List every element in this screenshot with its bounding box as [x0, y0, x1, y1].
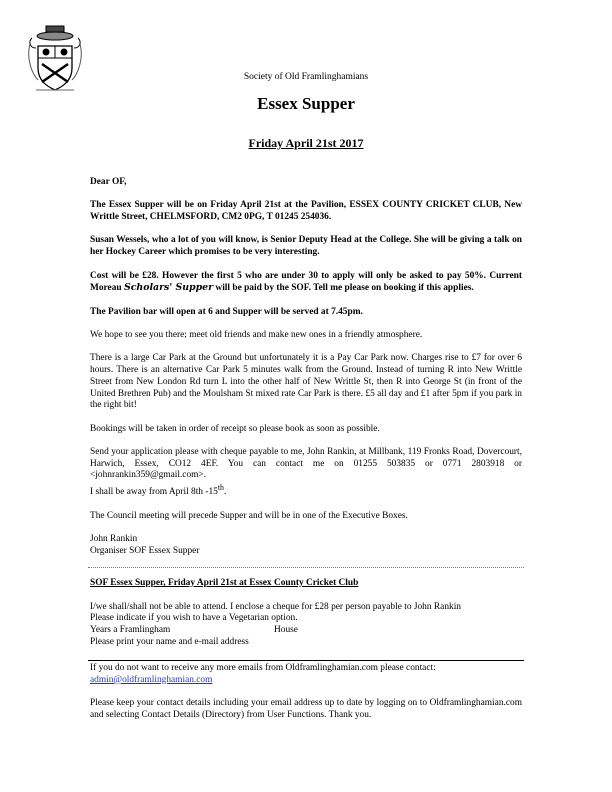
reply-form: [90, 578, 522, 649]
letter-body: [90, 177, 522, 569]
years-label: Years a Framlingham: [90, 625, 171, 636]
name-email-line: Please print your name and e-mail address: [90, 636, 249, 647]
cut-line-divider: [88, 567, 524, 568]
away-text: I shall be away from April 8th -15: [90, 487, 218, 498]
footer: [90, 663, 522, 733]
parking-paragraph: There is a large Car Park at the Ground but unfortunately it is a Pay Car Park now. Charges rise to £7 for over 6 hours. There is an alternative Car Park 5 minutes walk from the Ground. Instead of turning R into New Writtle Street from New London Rd turn L into the other half of New Writtle St, then R into George St (in front of the United Brethren Pub) and the Moulsham St mixed rate Car Park is there. £5 all day and £1 after 5pm if you park in the right bit!: [90, 353, 522, 411]
scholars-supper-text: Scholars' Supper: [123, 282, 214, 294]
unsubscribe-text: If you do not want to receive any more emails from Oldframlinghamian.com please contact:: [90, 663, 436, 673]
council-paragraph: The Council meeting will precede Supper and will be in one of the Executive Boxes.: [90, 510, 408, 521]
signature-name: John Rankin: [90, 534, 138, 545]
event-details-paragraph: The Essex Supper will be on Friday April 21st at the Pavilion, ESSEX COUNTY CRICKET CLUB, New Writtle Street, CHELMSFORD, CM2 0PG, T 01245 254036.: [90, 200, 522, 223]
signature-block: [90, 534, 522, 557]
signature-role: Organiser SOF Essex Supper: [90, 545, 200, 556]
event-date-heading: Friday April 21st 2017: [248, 136, 364, 150]
form-title: SOF Essex Supper, Friday April 21st at Essex County Cricket Club: [90, 578, 359, 588]
cost-paragraph: [90, 271, 522, 295]
application-paragraph: [90, 447, 522, 499]
unsubscribe-paragraph: [90, 663, 522, 686]
society-crest-logo: [26, 24, 84, 96]
attendance-line: I/we shall/shall not be able to attend. I enclose a cheque for £28 per person payable to John Rankin: [90, 601, 461, 612]
vegetarian-line: Please indicate if you wish to have a Vegetarian option.: [90, 613, 298, 624]
bookings-paragraph: Bookings will be taken in order of receipt so please book as soon as possible.: [90, 423, 380, 434]
cost-text-start: Cost will be £28. However the first 5 who are under 30 to apply will only be asked to pay 50%. Current Moreau: [90, 270, 522, 294]
house-label: House: [274, 625, 298, 636]
salutation: Dear OF,: [90, 177, 127, 187]
admin-email-link[interactable]: admin@oldframlinghamian.com: [90, 674, 213, 685]
away-text-end: .: [223, 487, 227, 498]
years-house-line: [90, 625, 522, 637]
speaker-paragraph: Susan Wessels, who a lot of you will know, is Senior Deputy Head at the College. She will be giving a talk on her Hockey Career which promises to be very interesting.: [90, 235, 522, 258]
footer-divider: [88, 660, 524, 661]
away-superscript: th: [217, 483, 224, 493]
contact-details-paragraph: Please keep your contact details including your email address up to date by logging on to Oldframlinghamian.com and selecting Contact Details (Directory) from User Functions. Thank you.: [90, 698, 522, 720]
page-title: Essex Supper: [257, 94, 355, 113]
cost-text-end: will be paid by the SOF. Tell me please on booking if this applies.: [213, 283, 474, 294]
bar-paragraph: The Pavilion bar will open at 6 and Supper will be served at 7.45pm.: [90, 306, 363, 317]
hope-paragraph: We hope to see you there; meet old friends and make new ones in a friendly atmosphere.: [90, 330, 423, 341]
society-name: Society of Old Framlinghamians: [243, 72, 369, 82]
application-text: Send your application please with cheque payable to me, John Rankin, at Millbank, 119 Fronks Road, Dovercourt, Harwich, Essex, CO12 4EF. You can contact me on 01255 503835 or 0771 2803918 or <johnrankin359@gmail.com>.: [90, 447, 522, 481]
